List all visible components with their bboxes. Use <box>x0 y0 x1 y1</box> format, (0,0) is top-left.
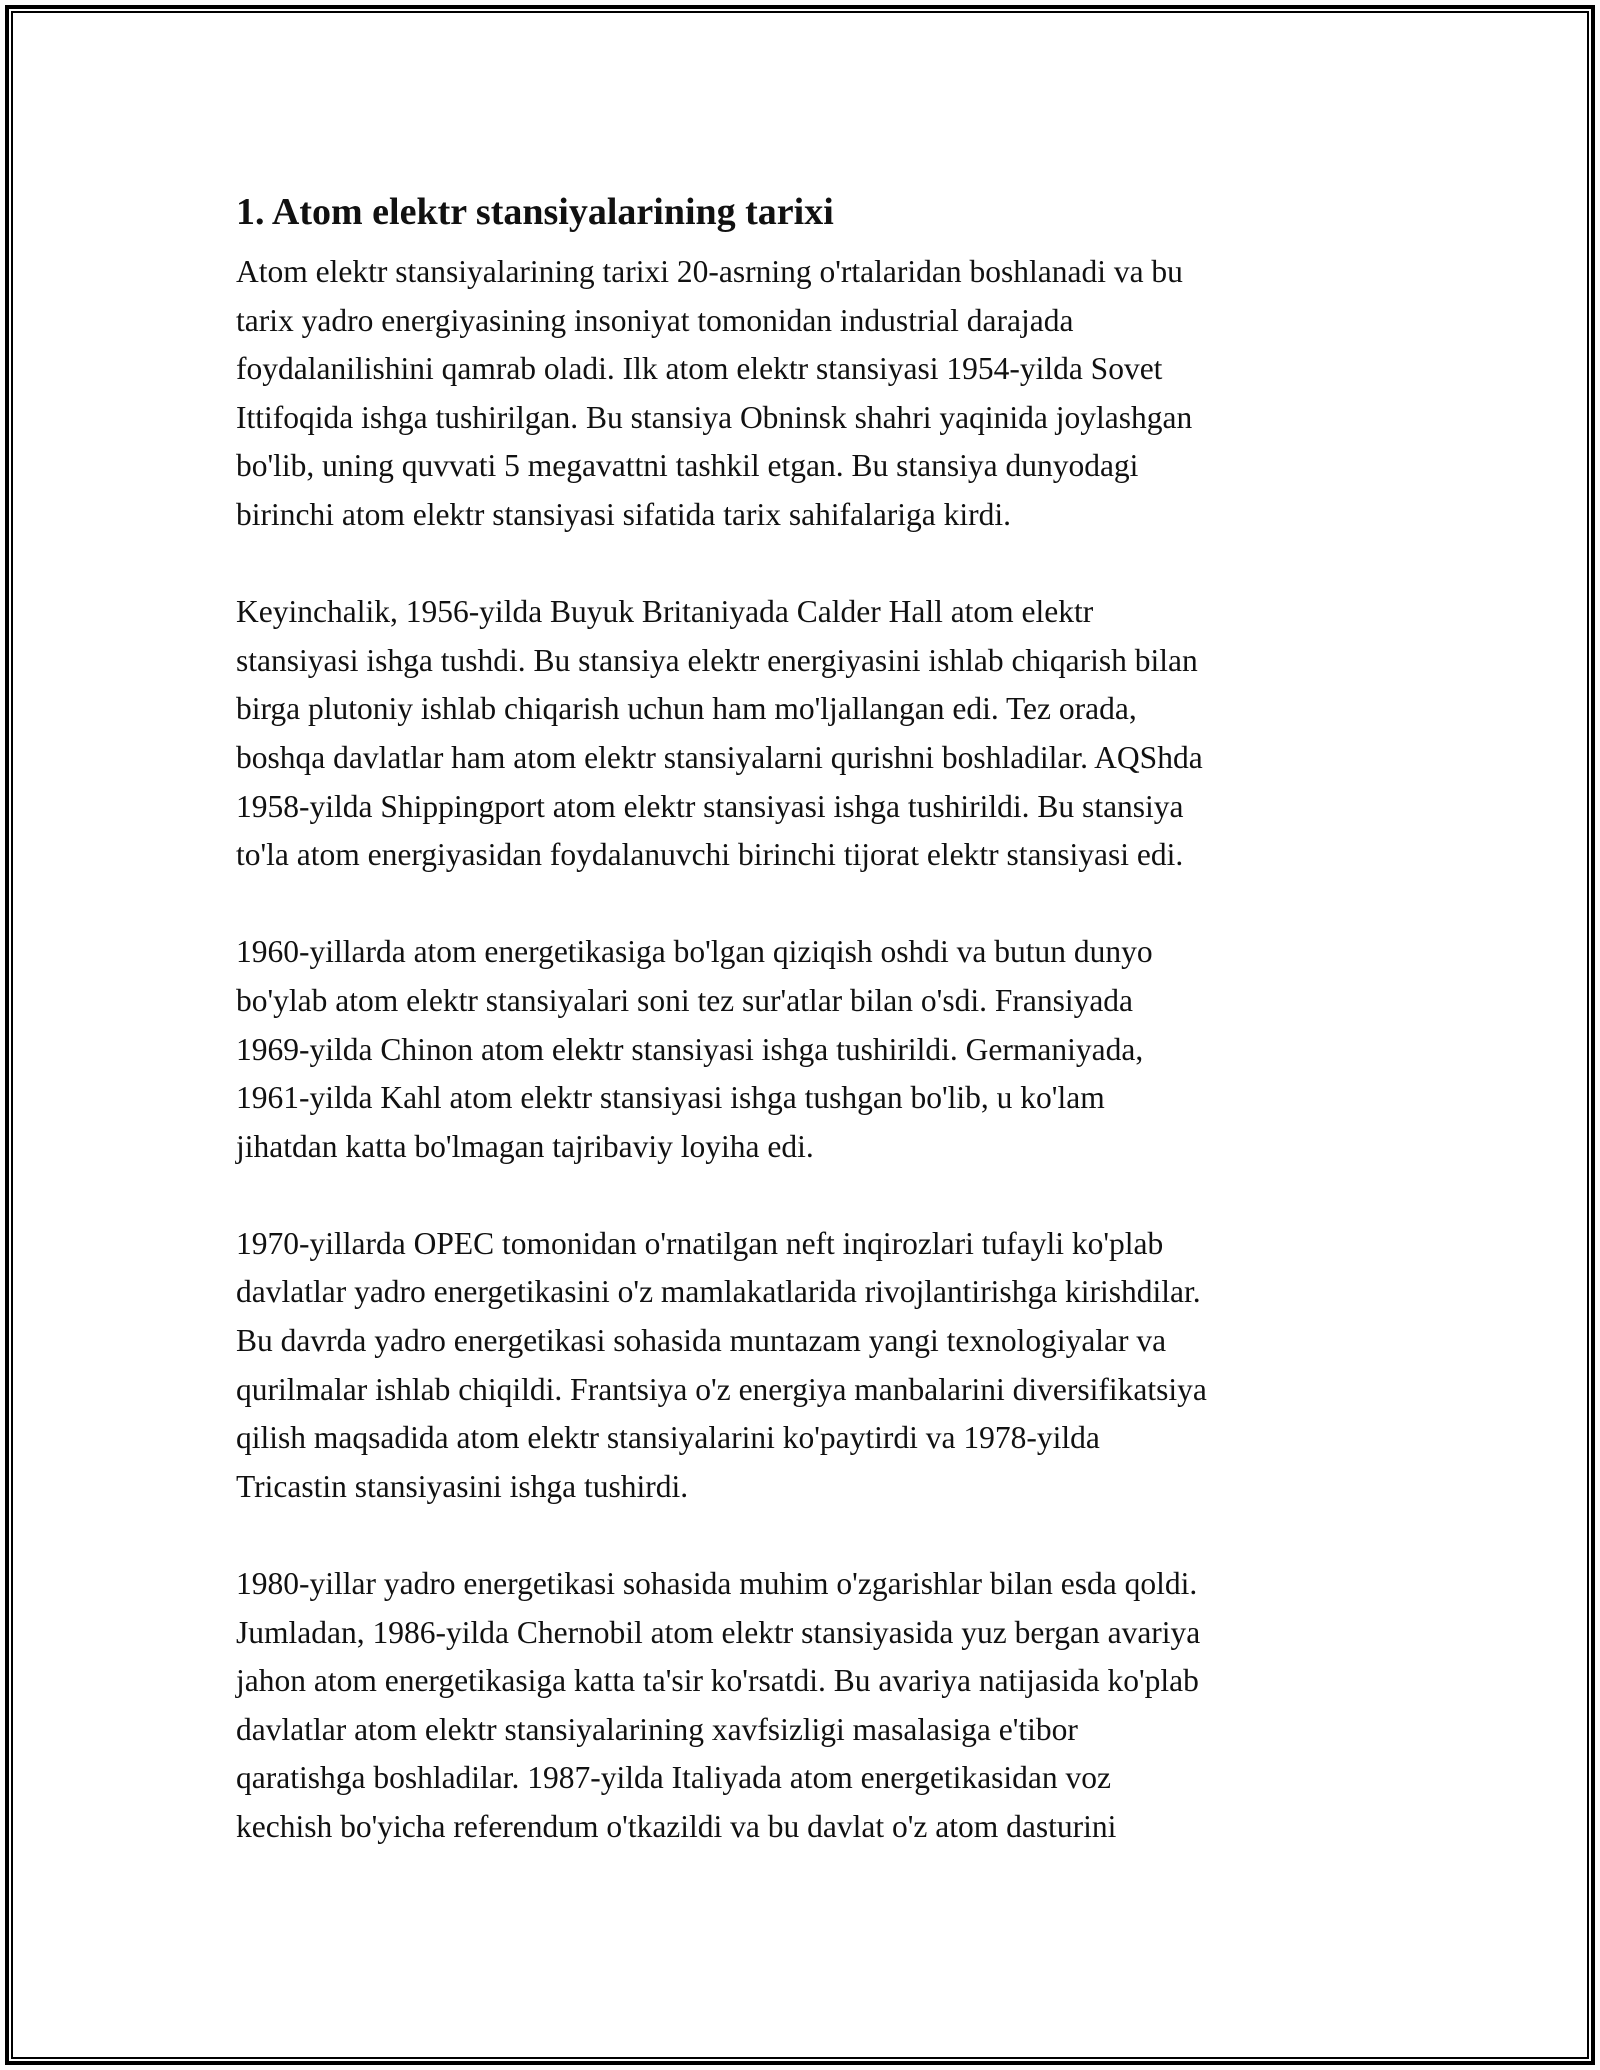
text-line: jihatdan katta bo'lmagan tajribaviy loyiha edi. <box>236 1128 814 1164</box>
text-line: 1958-yilda Shippingport atom elektr stansiyasi ishga tushirildi. Bu stansiya <box>236 788 1184 824</box>
paragraph-2 <box>236 588 1416 880</box>
document-body <box>236 186 1416 1900</box>
text-line: 1980-yillar yadro energetikasi sohasida muhim o'zgarishlar bilan esda qoldi. <box>236 1566 1198 1602</box>
text-line: Bu davrda yadro energetikasi sohasida muntazam yangi texnologiyalar va <box>236 1323 1167 1359</box>
text-line: 1960-yillarda atom energetikasiga bo'lgan qiziqish oshdi va butun dunyo <box>236 934 1153 970</box>
text-line: jahon atom energetikasiga katta ta'sir ko'rsatdi. Bu avariya natijasida ko'plab <box>236 1663 1199 1699</box>
text-line: Ittifoqida ishga tushirilgan. Bu stansiya Obninsk shahri yaqinida joylashgan <box>236 399 1193 435</box>
text-line: davlatlar atom elektr stansiyalarining xavfsizligi masalasiga e'tibor <box>236 1711 1078 1747</box>
text-line: foydalanilishini qamrab oladi. Ilk atom elektr stansiyasi 1954-yilda Sovet <box>236 351 1163 387</box>
text-line: davlatlar yadro energetikasini o'z mamlakatlarida rivojlantirishga kirishdilar. <box>236 1274 1201 1310</box>
text-line: to'la atom energiyasidan foydalanuvchi birinchi tijorat elektr stansiyasi edi. <box>236 837 1184 873</box>
text-line: 1970-yillarda OPEC tomonidan o'rnatilgan neft inqirozlari tufayli ko'plab <box>236 1225 1164 1261</box>
text-line: qaratishga boshladilar. 1987-yilda Italiyada atom energetikasidan voz <box>236 1760 1112 1796</box>
text-line: Atom elektr stansiyalarining tarixi 20-asrning o'rtalaridan boshlanadi va bu <box>236 254 1183 289</box>
text-line: boshqa davlatlar ham atom elektr stansiyalarni qurishni boshladilar. AQShda <box>236 739 1203 775</box>
text-line: tarix yadro energiyasining insoniyat tomonidan industrial darajada <box>236 302 1074 338</box>
text-line: bo'ylab atom elektr stansiyalari soni tez sur'atlar bilan o'sdi. Fransiyada <box>236 982 1134 1018</box>
text-line: birinchi atom elektr stansiyasi sifatida tarix sahifalariga kirdi. <box>236 496 1012 532</box>
text-line: bo'lib, uning quvvati 5 megavattni tashkil etgan. Bu stansiya dunyodagi <box>236 448 1139 484</box>
text-line: kechish bo'yicha referendum o'tkazildi va bu davlat o'z atom dasturini <box>236 1809 1117 1844</box>
text-line: Jumladan, 1986-yilda Chernobil atom elektr stansiyasida yuz bergan avariya <box>236 1614 1201 1650</box>
text-line: 1969-yilda Chinon atom elektr stansiyasi ishga tushirildi. Germaniyada, <box>236 1031 1144 1067</box>
text-line: stansiyasi ishga tushdi. Bu stansiya elektr energiyasini ishlab chiqarish bilan <box>236 642 1198 678</box>
paragraph-3 <box>236 928 1416 1171</box>
text-line: Tricastin stansiyasini ishga tushirdi. <box>236 1468 689 1504</box>
text-line: birga plutoniy ishlab chiqarish uchun ham mo'ljallangan edi. Tez orada, <box>236 691 1137 727</box>
section-heading: 1. Atom elektr stansiyalarining tarixi <box>236 191 834 233</box>
text-line: Keyinchalik, 1956-yilda Buyuk Britaniyada Calder Hall atom elektr <box>236 594 1094 630</box>
text-line: 1961-yilda Kahl atom elektr stansiyasi ishga tushgan bo'lib, u ko'lam <box>236 1080 1105 1116</box>
paragraph-1 <box>236 248 1416 540</box>
paragraph-5 <box>236 1560 1416 1852</box>
text-line: qurilmalar ishlab chiqildi. Frantsiya o'z energiya manbalarini diversifikatsiya <box>236 1371 1207 1407</box>
text-line: qilish maqsadida atom elektr stansiyalarini ko'paytirdi va 1978-yilda <box>236 1420 1100 1456</box>
paragraph-4 <box>236 1220 1416 1512</box>
